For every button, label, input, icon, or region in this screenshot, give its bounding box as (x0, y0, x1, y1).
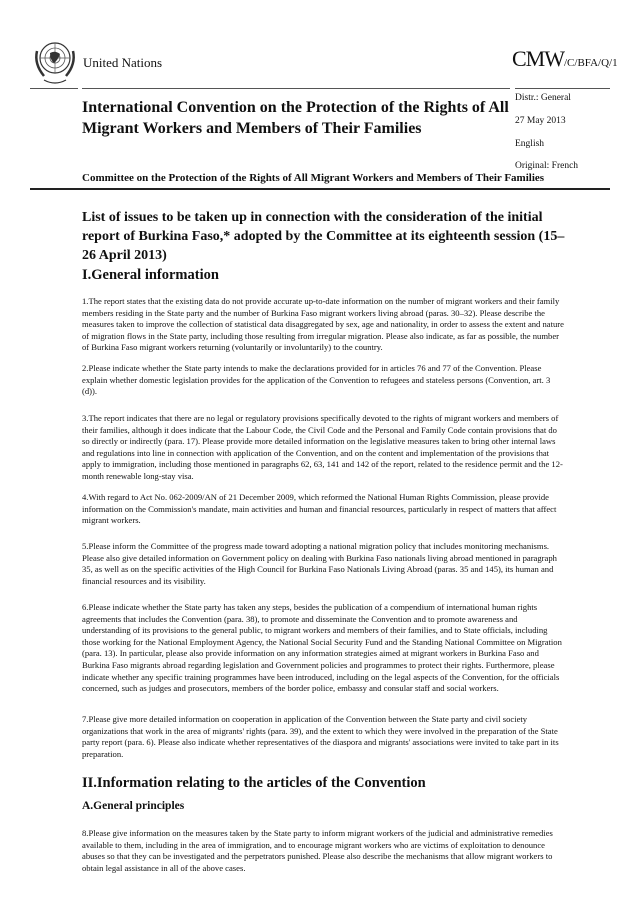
header-rule-left (30, 88, 78, 89)
paragraph-8: 8.Please give information on the measures taken by the State party to inform migrant workers of the judicial and administrative remedies available to them, including in the area of immigration, and to encourage migrant workers who are victims of exploitation to denounce abuses so that they can be investigated and the perpetrators punished. Please also describe the mechanisms that allow migrant workers to obtain legal assistance in all of the above cases. (82, 828, 553, 873)
convention-title: International Convention on the Protection of the Rights of All Migrant Workers and Members of Their Families (82, 99, 509, 137)
paragraph-3: 3.The report indicates that there are no legal or regulatory provisions specifically devoted to the rights of migrant workers and members of their families, although it does indicate that the Labour Code, the Civil Code and the Personal and Family Code contain provisions that do so directly or indirectly (para. 17). Please provide more detailed information on the legislative measures taken to bring other internal laws and regulations into line in connection with application of the Convention, and on the content and implementation of the provisions that apply to immigration, including those mentioned in paragraphs 62, 63, 141 and 142 of the report, related to the residence permit and the 12-month renewable long-stay visa. (82, 413, 563, 481)
header-rule-thick (30, 188, 610, 190)
paragraph-6: 6.Please indicate whether the State party has taken any steps, besides the publication of a compendium of international human rights agreements that includes the Convention (para. 38), to promote and disseminate the Convention and to promote awareness and understanding of its provisions to the general public, to migrant workers and members of their families, and to State officials, including those working for the National Employment Agency, the National Social Security Fund and the Standing National Committee on Migration (para. 13). In particular, please also provide information on any information strategies aimed at migrant workers in Burkina Faso and Burkina Faso migrants abroad regarding legislation and Government policies and programmes to protect their rights. Furthermore, please indicate whether any specific training programmes have been introduced, including on the legal aspects of the Convention, for the officials concerned, such as judges and prosecutors, members of the border police, embassy and consular staff and social workers. (82, 602, 562, 694)
paragraph-4: 4.With regard to Act No. 062-2009/AN of 21 December 2009, which reformed the National Human Rights Commission, please provide information on the Commission's mandate, main activities and human and financial resources, particularly in respect of matters that affect migrant workers. (82, 492, 557, 526)
organization-name: United Nations (83, 55, 163, 70)
document-symbol (512, 46, 618, 72)
original-language: Original: French (515, 161, 579, 171)
paragraph-1: 1.The report states that the existing data do not provide accurate up-to-date information on the number of migrant workers and their family members residing in the State party and the number of Burkina Faso migrant workers living abroad (paras. 30–32). Please describe the measures taken to improve the collection of statistical data disaggregated by sex, age and nationality, in order to assess the extent and nature of migration flows in the State party, including those resulting from irregular migration. Please also indicate, as far as possible, the number of Burkina Faso migrant workers returning (voluntarily or involuntarily) to the country. (82, 296, 564, 353)
section-heading-articles: II.Information relating to the articles of the Convention (82, 775, 426, 791)
paragraph-5: 5.Please inform the Committee of the progress made toward adopting a national migration policy that includes monitoring mechanisms. Please also give detailed information on Government policy on dealing with Burkina Faso nationals living abroad mentioned in paragraph 35, as well as on the specific activities of the High Council for Burkina Faso Nationals Living Abroad (paras. 35 and 145), its human and financial resources and its visibility. (82, 541, 557, 586)
section-heading-general-information: I.General information (82, 267, 219, 283)
language: English (515, 139, 545, 149)
header-rule-middle (82, 88, 510, 89)
paragraph-7: 7.Please give more detailed information on cooperation in application of the Convention between the State party and civil society organizations that work in the area of migrants' rights (para. 39), and the extent to which they were involved in the preparation of the State party report (para. 6). Please also indicate whether representatives of the diaspora and migrants' associations were invited to take part in its preparation. (82, 714, 559, 759)
document-title: List of issues to be taken up in connection with the consideration of the initial report of Burkina Faso,* adopted by the Committee at its eighteenth session (15–26 April 2013) (82, 210, 565, 263)
un-emblem-icon (30, 36, 80, 86)
header-rule-right (515, 88, 610, 89)
committee-name: Committee on the Protection of the Rights of All Migrant Workers and Members of Their Families (82, 172, 545, 184)
subsection-heading-general-principles: A.General principles (82, 800, 185, 812)
date: 27 May 2013 (515, 116, 566, 126)
symbol-suffix: /C/BFA/Q/1 (564, 57, 618, 69)
symbol-main: CMW (512, 46, 564, 71)
distribution: Distr.: General (515, 93, 571, 103)
paragraph-2: 2.Please indicate whether the State party intends to make the declarations provided for in articles 76 and 77 of the Convention. Please explain whether domestic legislation provides for the application of the Convention to refugees and stateless persons (Convention, art. 3 (d)). (82, 363, 551, 397)
